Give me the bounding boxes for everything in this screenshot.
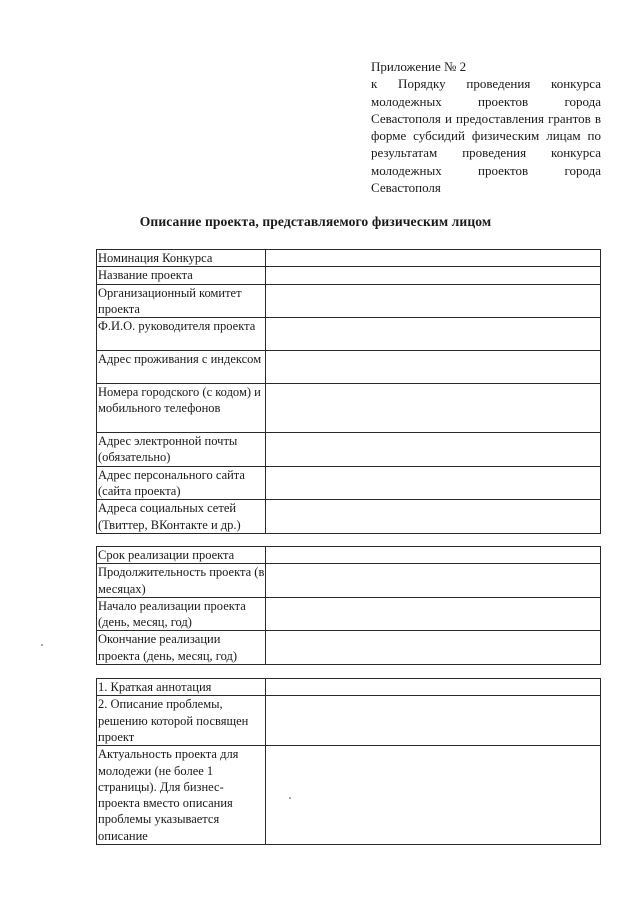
- scan-speck: [41, 644, 43, 646]
- field-value[interactable]: [266, 564, 601, 598]
- table-row: [97, 433, 601, 467]
- table-row: [97, 696, 601, 746]
- field-label: Адреса социальных сетей (Твиттер, ВКонтакте и др.): [97, 500, 266, 534]
- field-label: Название проекта: [97, 267, 266, 284]
- field-value[interactable]: [266, 746, 601, 845]
- field-label: Срок реализации проекта: [97, 547, 266, 564]
- field-label: Организационный комитет проекта: [97, 284, 266, 318]
- field-value[interactable]: [266, 351, 601, 384]
- table-row: [97, 564, 601, 598]
- field-label: Продолжительность проекта (в месяцах): [98, 565, 265, 596]
- table-row: [97, 267, 601, 284]
- table-row: [97, 318, 601, 351]
- field-label: Ф.И.О. руководителя проекта: [97, 318, 266, 351]
- field-value[interactable]: [266, 696, 601, 746]
- field-label: Актуальность проекта для молодежи (не более 1 страницы). Для бизнес-проекта вместо описания проблемы указывается описание: [97, 746, 266, 845]
- field-value[interactable]: [266, 500, 601, 534]
- project-description-table: [96, 678, 601, 845]
- field-label: Окончание реализации проекта (день, месяц, год): [97, 631, 266, 665]
- field-value[interactable]: [266, 597, 601, 631]
- table-row: [97, 746, 601, 845]
- table-row: [97, 384, 601, 433]
- field-value[interactable]: [266, 547, 601, 564]
- table-row: [97, 500, 601, 534]
- field-value[interactable]: [266, 318, 601, 351]
- field-label: Номинация Конкурса: [97, 250, 266, 267]
- field-value[interactable]: [266, 631, 601, 665]
- field-value[interactable]: [266, 267, 601, 284]
- field-label: Адрес электронной почты (обязательно): [97, 433, 266, 467]
- document-title: Описание проекта, представляемого физическим лицом: [139, 214, 492, 229]
- table-row: [97, 679, 601, 696]
- table-row: [97, 547, 601, 564]
- field-label: Номера городского (с кодом) и мобильного телефонов: [97, 384, 266, 433]
- field-label: Адрес проживания с индексом: [97, 351, 266, 384]
- annex-body: к Порядку проведения конкурса молодежных проектов города Севастополя и предоставления грантов в форме субсидий физическим лицам по результатам проведения конкурса молодежных проектов города Севастополя: [371, 76, 601, 196]
- table-row: [97, 597, 601, 631]
- table-row: [97, 631, 601, 665]
- project-timing-table: [96, 546, 601, 665]
- table-row: [97, 351, 601, 384]
- field-value[interactable]: [266, 466, 601, 500]
- field-label: 2. Описание проблемы, решению которой посвящен проект: [97, 696, 266, 746]
- field-value[interactable]: [266, 679, 601, 696]
- table-row: [97, 466, 601, 500]
- field-value[interactable]: [266, 250, 601, 267]
- project-info-table: [96, 249, 601, 534]
- annex-title: Приложение № 2: [371, 59, 467, 74]
- field-value[interactable]: [266, 284, 601, 318]
- field-value[interactable]: [266, 384, 601, 433]
- field-label: 1. Краткая аннотация: [97, 679, 266, 696]
- field-label: Начало реализации проекта (день, месяц, год): [97, 597, 266, 631]
- field-value[interactable]: [266, 433, 601, 467]
- table-row: [97, 284, 601, 318]
- field-label: Адрес персонального сайта (сайта проекта): [97, 466, 266, 500]
- scan-speck: [289, 797, 291, 799]
- table-row: [97, 250, 601, 267]
- annex-block: [371, 58, 601, 196]
